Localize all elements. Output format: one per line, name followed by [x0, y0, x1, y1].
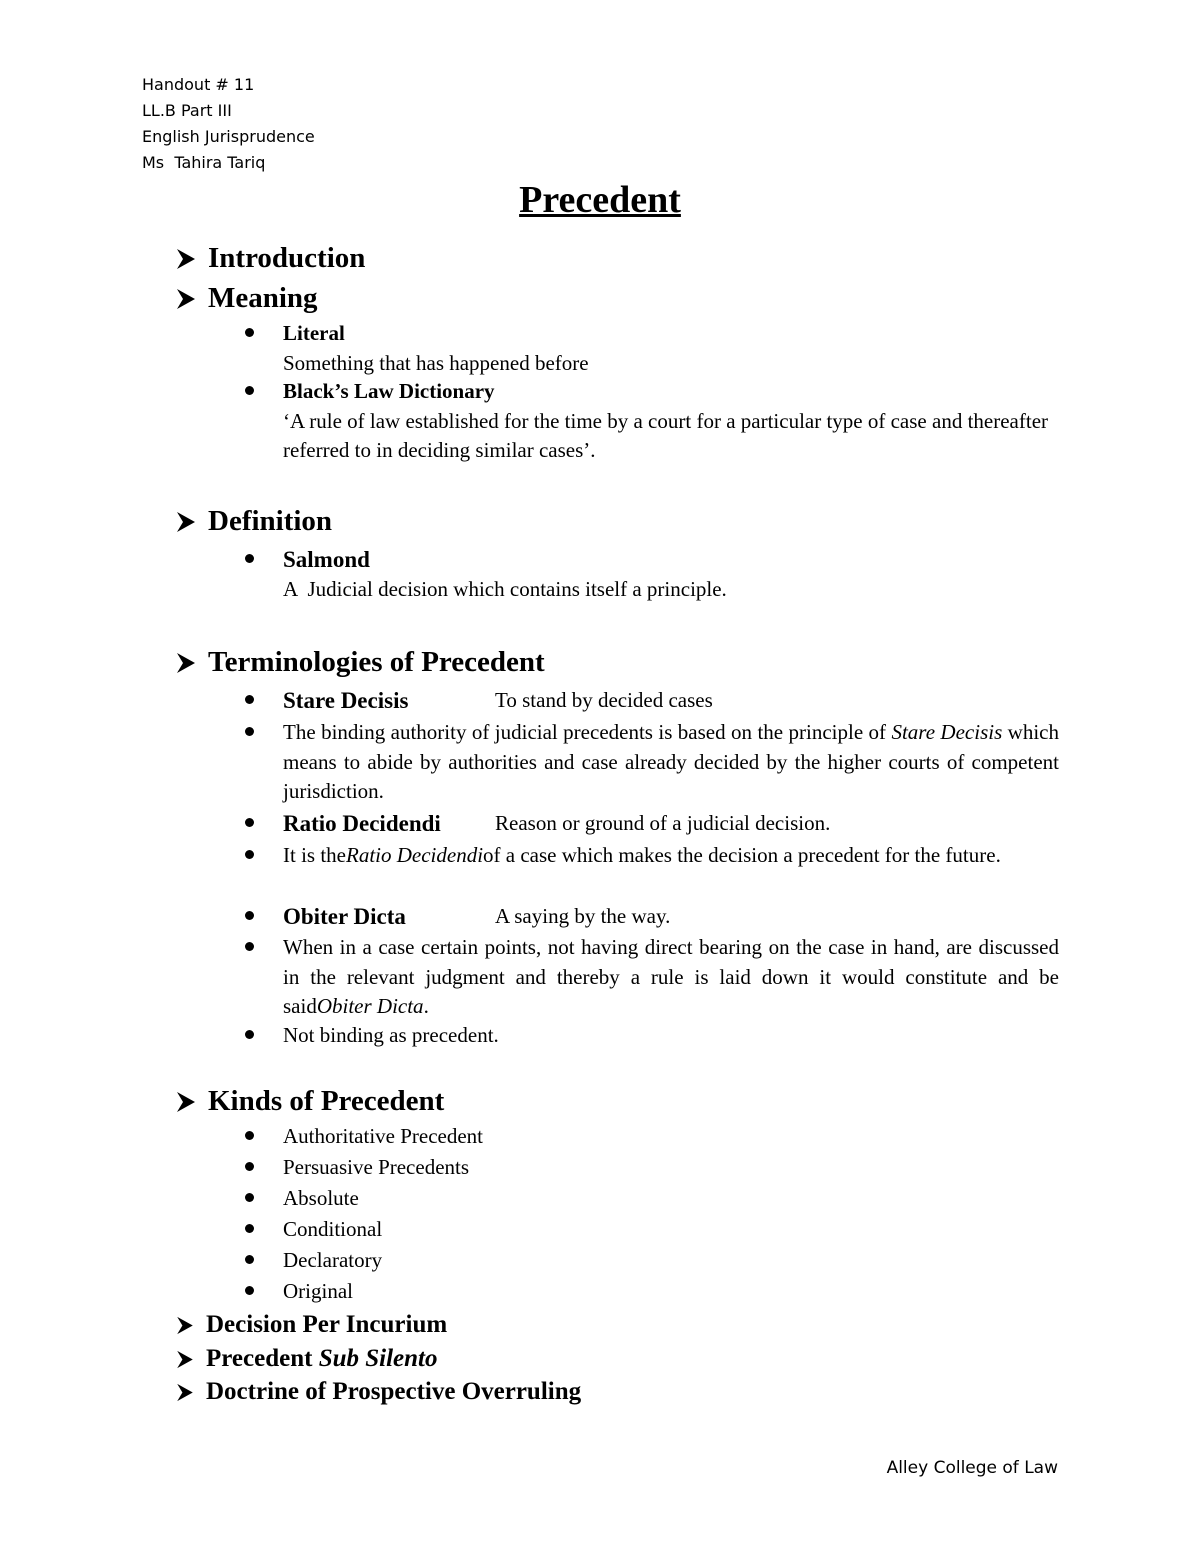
section-per-incurium — [176, 1311, 447, 1339]
bullet-dot-icon — [245, 1162, 254, 1171]
section-terminologies — [176, 646, 545, 679]
section-kinds — [176, 1085, 444, 1118]
text-segment: It is the — [283, 843, 346, 867]
section-heading: Doctrine of Prospective Overruling — [206, 1378, 582, 1405]
bullet-dot-icon — [245, 1030, 254, 1039]
section-prospective-overruling — [176, 1378, 581, 1406]
list-item-kind — [245, 1122, 1059, 1152]
bullet-dot-icon — [245, 1193, 254, 1202]
arrow-bullet-icon — [176, 1383, 194, 1402]
kind-label: Declaratory — [283, 1248, 383, 1272]
section-heading: Introduction — [208, 242, 366, 274]
section-heading: Terminologies of Precedent — [208, 646, 545, 678]
section-heading: Decision Per Incurium — [206, 1311, 448, 1338]
kind-label: Conditional — [283, 1217, 383, 1241]
emphasis-text: Obiter Dicta — [316, 994, 424, 1018]
bullet-dot-icon — [245, 1255, 254, 1264]
term-salmond: Salmond — [283, 547, 370, 572]
section-heading: Definition — [208, 505, 333, 537]
literal-text: Something that has happened before — [283, 350, 589, 375]
text-segment: When in a case certain points, not having direct bearing on the case in hand, are discussed in the relevant judgment and thereby a rule is laid down it would constitute and be said — [283, 935, 1059, 1018]
not-binding-text: Not binding as precedent. — [283, 1023, 499, 1047]
list-item-blacks-law — [245, 377, 1059, 466]
section-introduction — [176, 242, 365, 275]
bullet-dot-icon — [245, 727, 254, 736]
obiter-dicta-definition: A saying by the way. — [495, 904, 671, 928]
arrow-bullet-icon — [176, 1316, 194, 1335]
section-definition — [176, 505, 332, 538]
list-item-stare-decisis-text — [245, 718, 1059, 807]
section-heading-emphasis: Sub Silento — [318, 1345, 438, 1372]
list-item-kind — [245, 1246, 1059, 1276]
term-blacks-law: Black’s Law Dictionary — [283, 379, 495, 403]
teacher-name: Ms Tahira Tariq — [142, 153, 266, 172]
bullet-dot-icon — [245, 942, 254, 951]
arrow-bullet-icon — [176, 1350, 194, 1369]
course-name: LL.B Part III — [142, 101, 232, 120]
text-segment: The binding authority of judicial precedents is based on the principle of — [283, 720, 892, 744]
bullet-dot-icon — [245, 850, 254, 859]
bullet-dot-icon — [245, 554, 254, 563]
bullet-dot-icon — [245, 818, 254, 827]
stare-decisis-definition: To stand by decided cases — [495, 688, 713, 712]
bullet-dot-icon — [245, 328, 254, 337]
footer-college: Alley College of Law — [886, 1458, 1058, 1478]
arrow-bullet-icon — [176, 652, 196, 674]
blacks-law-text: ‘A rule of law established for the time by a court for a particular type of case and thereafter referred to in deciding similar cases’. — [283, 408, 1049, 462]
list-item-salmond — [245, 545, 1059, 604]
term-literal: Literal — [283, 321, 345, 345]
arrow-bullet-icon — [176, 1091, 196, 1113]
salmond-text: A Judicial decision which contains itself a principle. — [283, 576, 727, 601]
list-item-obiter-text — [245, 933, 1059, 1022]
section-heading: Meaning — [208, 282, 318, 314]
section-heading: Precedent — [206, 1345, 319, 1372]
list-item-ratio-decidendi — [245, 809, 1059, 840]
section-heading: Kinds of Precedent — [208, 1085, 445, 1117]
list-item-kind — [245, 1184, 1059, 1214]
kind-label: Persuasive Precedents — [283, 1155, 470, 1179]
subject-name: English Jurisprudence — [142, 127, 315, 146]
bullet-dot-icon — [245, 911, 254, 920]
list-item-stare-decisis — [245, 686, 1059, 717]
list-item-kind — [245, 1153, 1059, 1183]
ratio-decidendi-definition: Reason or ground of a judicial decision. — [495, 811, 831, 835]
term-ratio-decidendi: Ratio Decidendi — [283, 811, 441, 836]
bullet-dot-icon — [245, 386, 254, 395]
page-title: Precedent — [519, 179, 681, 221]
section-meaning — [176, 282, 318, 315]
term-stare-decisis: Stare Decisis — [283, 688, 409, 713]
list-item-kind — [245, 1215, 1059, 1245]
handout-header — [142, 72, 315, 176]
list-item-literal — [245, 319, 1059, 378]
bullet-dot-icon — [245, 695, 254, 704]
text-segment: of a case which makes the decision a precedent for the future. — [483, 843, 1001, 867]
bullet-dot-icon — [245, 1286, 254, 1295]
term-obiter-dicta: Obiter Dicta — [283, 904, 406, 929]
list-item-obiter-dicta — [245, 902, 1059, 933]
bullet-dot-icon — [245, 1131, 254, 1140]
list-item-ratio-text — [245, 841, 1059, 871]
list-item-not-binding — [245, 1021, 1059, 1051]
kind-label: Authoritative Precedent — [283, 1124, 484, 1148]
text-segment: which means to abide by authorities and case already decided by the higher courts of competent jurisdiction. — [283, 720, 1060, 803]
emphasis-text: Ratio Decidendi — [346, 843, 484, 867]
arrow-bullet-icon — [176, 248, 196, 270]
list-item-kind — [245, 1277, 1059, 1307]
arrow-bullet-icon — [176, 511, 196, 533]
text-segment: . — [423, 994, 429, 1018]
arrow-bullet-icon — [176, 288, 196, 310]
kind-label: Absolute — [283, 1186, 359, 1210]
handout-number: Handout # 11 — [142, 75, 255, 94]
emphasis-text: Stare Decisis — [891, 720, 1003, 744]
section-sub-silento — [176, 1345, 438, 1373]
kind-label: Original — [283, 1279, 353, 1303]
bullet-dot-icon — [245, 1224, 254, 1233]
